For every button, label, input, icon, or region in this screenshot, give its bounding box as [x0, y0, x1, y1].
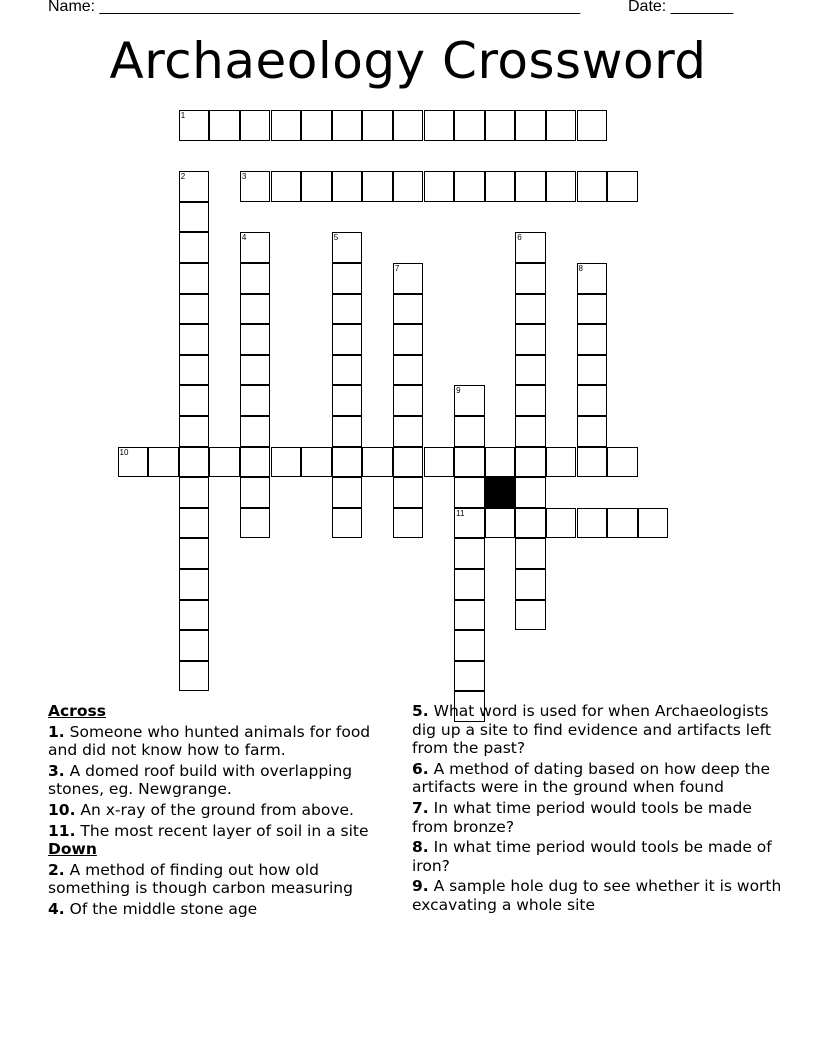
grid-cell[interactable]	[179, 355, 210, 386]
clue-number: 8.	[412, 838, 429, 857]
grid-cell[interactable]	[607, 447, 638, 478]
clue-text: In what time period would tools be made from bronze?	[412, 798, 752, 836]
grid-cell[interactable]	[546, 508, 577, 539]
date-field[interactable]: Date: _______	[628, 0, 733, 15]
grid-cell[interactable]	[515, 569, 546, 600]
grid-cell[interactable]	[240, 263, 271, 294]
clue-number-label: 11	[456, 508, 465, 518]
grid-cell[interactable]	[393, 171, 424, 202]
grid-cell[interactable]	[179, 661, 210, 692]
grid-cell[interactable]	[332, 477, 363, 508]
grid-cell[interactable]	[577, 447, 608, 478]
grid-cell[interactable]	[179, 508, 210, 539]
clue-down-2	[48, 861, 398, 898]
grid-cell[interactable]	[577, 508, 608, 539]
grid-cell[interactable]	[577, 416, 608, 447]
clue-number-label: 4	[241, 233, 247, 243]
grid-cell[interactable]	[577, 171, 608, 202]
clue-down-4	[48, 900, 398, 919]
grid-cell[interactable]	[362, 171, 393, 202]
clue-text: Of the middle stone age	[69, 899, 258, 918]
grid-cell[interactable]	[638, 508, 669, 539]
grid-cell[interactable]	[209, 447, 240, 478]
clue-number-label: 6	[517, 233, 522, 243]
black-cell	[485, 477, 516, 508]
grid-cell[interactable]	[454, 508, 485, 539]
grid-cell[interactable]	[515, 538, 546, 569]
grid-cell[interactable]	[240, 110, 271, 141]
grid-cell[interactable]	[485, 171, 516, 202]
clue-number: 11.	[48, 821, 76, 840]
clue-text: A method of dating based on how deep the artifacts were in the ground when found	[412, 759, 771, 797]
grid-cell[interactable]	[240, 355, 271, 386]
grid-cell[interactable]	[424, 447, 455, 478]
clue-text: The most recent layer of soil in a site	[80, 821, 369, 840]
grid-cell[interactable]	[515, 263, 546, 294]
grid-cell[interactable]	[301, 171, 332, 202]
grid-cell[interactable]	[209, 110, 240, 141]
grid-cell[interactable]	[179, 538, 210, 569]
grid-cell[interactable]	[393, 263, 424, 294]
grid-cell[interactable]	[393, 477, 424, 508]
clue-number: 7.	[412, 798, 429, 817]
clue-number: 2.	[48, 860, 65, 879]
grid-cell[interactable]	[485, 110, 516, 141]
grid-cell[interactable]	[362, 110, 393, 141]
grid-cell[interactable]	[546, 447, 577, 478]
grid-cell[interactable]	[546, 110, 577, 141]
clue-text: An x-ray of the ground from above.	[80, 800, 354, 819]
grid-cell[interactable]	[240, 232, 271, 263]
grid-cell[interactable]	[332, 294, 363, 325]
clue-down-9	[412, 877, 782, 914]
clue-number: 3.	[48, 761, 65, 780]
clue-text: A method of finding out how old something is though carbon measuring	[48, 860, 353, 898]
grid-cell[interactable]	[515, 477, 546, 508]
grid-cell[interactable]	[393, 447, 424, 478]
clue-across-11	[48, 822, 398, 841]
clues-right-column	[412, 702, 782, 915]
grid-cell[interactable]	[179, 416, 210, 447]
grid-cell[interactable]	[393, 355, 424, 386]
grid-cell[interactable]	[454, 171, 485, 202]
grid-cell[interactable]	[577, 324, 608, 355]
grid-cell[interactable]	[179, 171, 210, 202]
grid-cell[interactable]	[454, 447, 485, 478]
clue-text: A domed roof build with overlapping stones, eg. Newgrange.	[48, 761, 353, 799]
grid-cell[interactable]	[577, 110, 608, 141]
clue-number: 10.	[48, 800, 76, 819]
grid-cell[interactable]	[515, 110, 546, 141]
grid-cell[interactable]	[515, 385, 546, 416]
grid-cell[interactable]	[454, 416, 485, 447]
grid-cell[interactable]	[577, 385, 608, 416]
clue-number-label: 1	[180, 111, 186, 120]
grid-cell[interactable]	[332, 447, 363, 478]
grid-cell[interactable]	[240, 171, 271, 202]
grid-cell[interactable]	[301, 447, 332, 478]
grid-cell[interactable]	[118, 447, 149, 478]
grid-cell[interactable]	[424, 110, 455, 141]
grid-cell[interactable]	[454, 110, 485, 141]
grid-cell[interactable]	[515, 294, 546, 325]
clue-down-7	[412, 799, 782, 836]
grid-cell[interactable]	[240, 294, 271, 325]
grid-cell[interactable]	[515, 508, 546, 539]
grid-cell[interactable]	[515, 600, 546, 631]
grid-cell[interactable]	[607, 171, 638, 202]
grid-cell[interactable]	[179, 385, 210, 416]
clue-down-5	[412, 702, 782, 758]
grid-cell[interactable]	[577, 294, 608, 325]
grid-cell[interactable]	[179, 110, 210, 141]
grid-cell[interactable]	[179, 263, 210, 294]
clues-left-column	[48, 702, 398, 919]
grid-cell[interactable]	[179, 232, 210, 263]
clue-number: 6.	[412, 759, 429, 778]
clue-number-label: 9	[456, 386, 461, 396]
grid-cell[interactable]	[485, 447, 516, 478]
clue-down-8	[412, 838, 782, 875]
grid-cell[interactable]	[332, 385, 363, 416]
grid-cell[interactable]	[179, 202, 210, 233]
grid-cell[interactable]	[179, 294, 210, 325]
across-heading: Across	[48, 702, 106, 720]
grid-cell[interactable]	[393, 294, 424, 325]
grid-cell[interactable]	[577, 263, 608, 294]
grid-cell[interactable]	[332, 263, 363, 294]
grid-cell[interactable]	[271, 171, 302, 202]
grid-cell[interactable]	[393, 416, 424, 447]
name-field[interactable]: Name: ______________________________________________________	[48, 0, 581, 15]
grid-cell[interactable]	[179, 324, 210, 355]
grid-cell[interactable]	[515, 416, 546, 447]
grid-cell[interactable]	[271, 110, 302, 141]
grid-cell[interactable]	[179, 569, 210, 600]
grid-cell[interactable]	[515, 171, 546, 202]
clue-text: In what time period would tools be made of iron?	[412, 838, 772, 875]
clue-across-10	[48, 801, 398, 820]
grid-cell[interactable]	[515, 355, 546, 386]
grid-cell[interactable]	[454, 569, 485, 600]
grid-cell[interactable]	[485, 508, 516, 539]
grid-cell[interactable]	[546, 171, 577, 202]
clue-number: 9.	[412, 877, 429, 896]
clue-down-6	[412, 760, 782, 797]
grid-cell[interactable]	[515, 324, 546, 355]
grid-cell[interactable]	[179, 477, 210, 508]
grid-cell[interactable]	[240, 477, 271, 508]
grid-cell[interactable]	[607, 508, 638, 539]
clue-number-label: 7	[394, 264, 400, 273]
grid-cell[interactable]	[454, 600, 485, 631]
grid-cell[interactable]	[454, 661, 485, 692]
grid-cell[interactable]	[240, 447, 271, 478]
clue-number-label: 10	[119, 447, 129, 457]
grid-cell[interactable]	[179, 630, 210, 661]
grid-cell[interactable]	[271, 447, 302, 478]
page-title: Archaeology Crossword	[109, 32, 707, 90]
grid-cell[interactable]	[577, 355, 608, 386]
clue-across-3	[48, 762, 398, 799]
grid-cell[interactable]	[332, 508, 363, 539]
grid-cell[interactable]	[393, 385, 424, 416]
grid-cell[interactable]	[332, 171, 363, 202]
grid-cell[interactable]	[332, 324, 363, 355]
clue-number: 1.	[48, 722, 65, 741]
grid-cell[interactable]	[240, 508, 271, 539]
clue-number-label: 8	[578, 264, 583, 273]
grid-cell[interactable]	[301, 110, 332, 141]
clue-number: 4.	[48, 899, 65, 918]
grid-cell[interactable]	[393, 508, 424, 539]
clue-number-label: 2	[180, 172, 186, 182]
grid-cell[interactable]	[332, 110, 363, 141]
grid-cell[interactable]	[393, 324, 424, 355]
down-heading: Down	[48, 840, 97, 859]
grid-cell[interactable]	[332, 355, 363, 386]
grid-cell[interactable]	[454, 630, 485, 661]
grid-cell[interactable]	[454, 385, 485, 416]
grid-cell[interactable]	[332, 232, 363, 263]
clue-across-1	[48, 723, 398, 760]
grid-cell[interactable]	[179, 447, 210, 478]
grid-cell[interactable]	[393, 110, 424, 141]
grid-cell[interactable]	[179, 600, 210, 631]
clue-number-label: 5	[333, 233, 339, 243]
grid-cell[interactable]	[240, 416, 271, 447]
grid-cell[interactable]	[362, 447, 393, 478]
clue-number-label: 3	[241, 172, 247, 182]
clue-text: Someone who hunted animals for food and did not know how to farm.	[48, 722, 371, 760]
grid-cell[interactable]	[454, 477, 485, 508]
grid-cell[interactable]	[148, 447, 179, 478]
grid-cell[interactable]	[332, 416, 363, 447]
clue-text: A sample hole dug to see whether it is worth excavating a whole site	[412, 877, 782, 914]
grid-cell[interactable]	[454, 538, 485, 569]
grid-cell[interactable]	[515, 232, 546, 263]
grid-cell[interactable]	[240, 324, 271, 355]
clue-text: What word is used for when Archaeologists dig up a site to find evidence and artifacts left from the past?	[412, 702, 771, 758]
grid-cell[interactable]	[240, 385, 271, 416]
grid-cell[interactable]	[424, 171, 455, 202]
grid-cell[interactable]	[515, 447, 546, 478]
clue-number: 5.	[412, 702, 429, 720]
